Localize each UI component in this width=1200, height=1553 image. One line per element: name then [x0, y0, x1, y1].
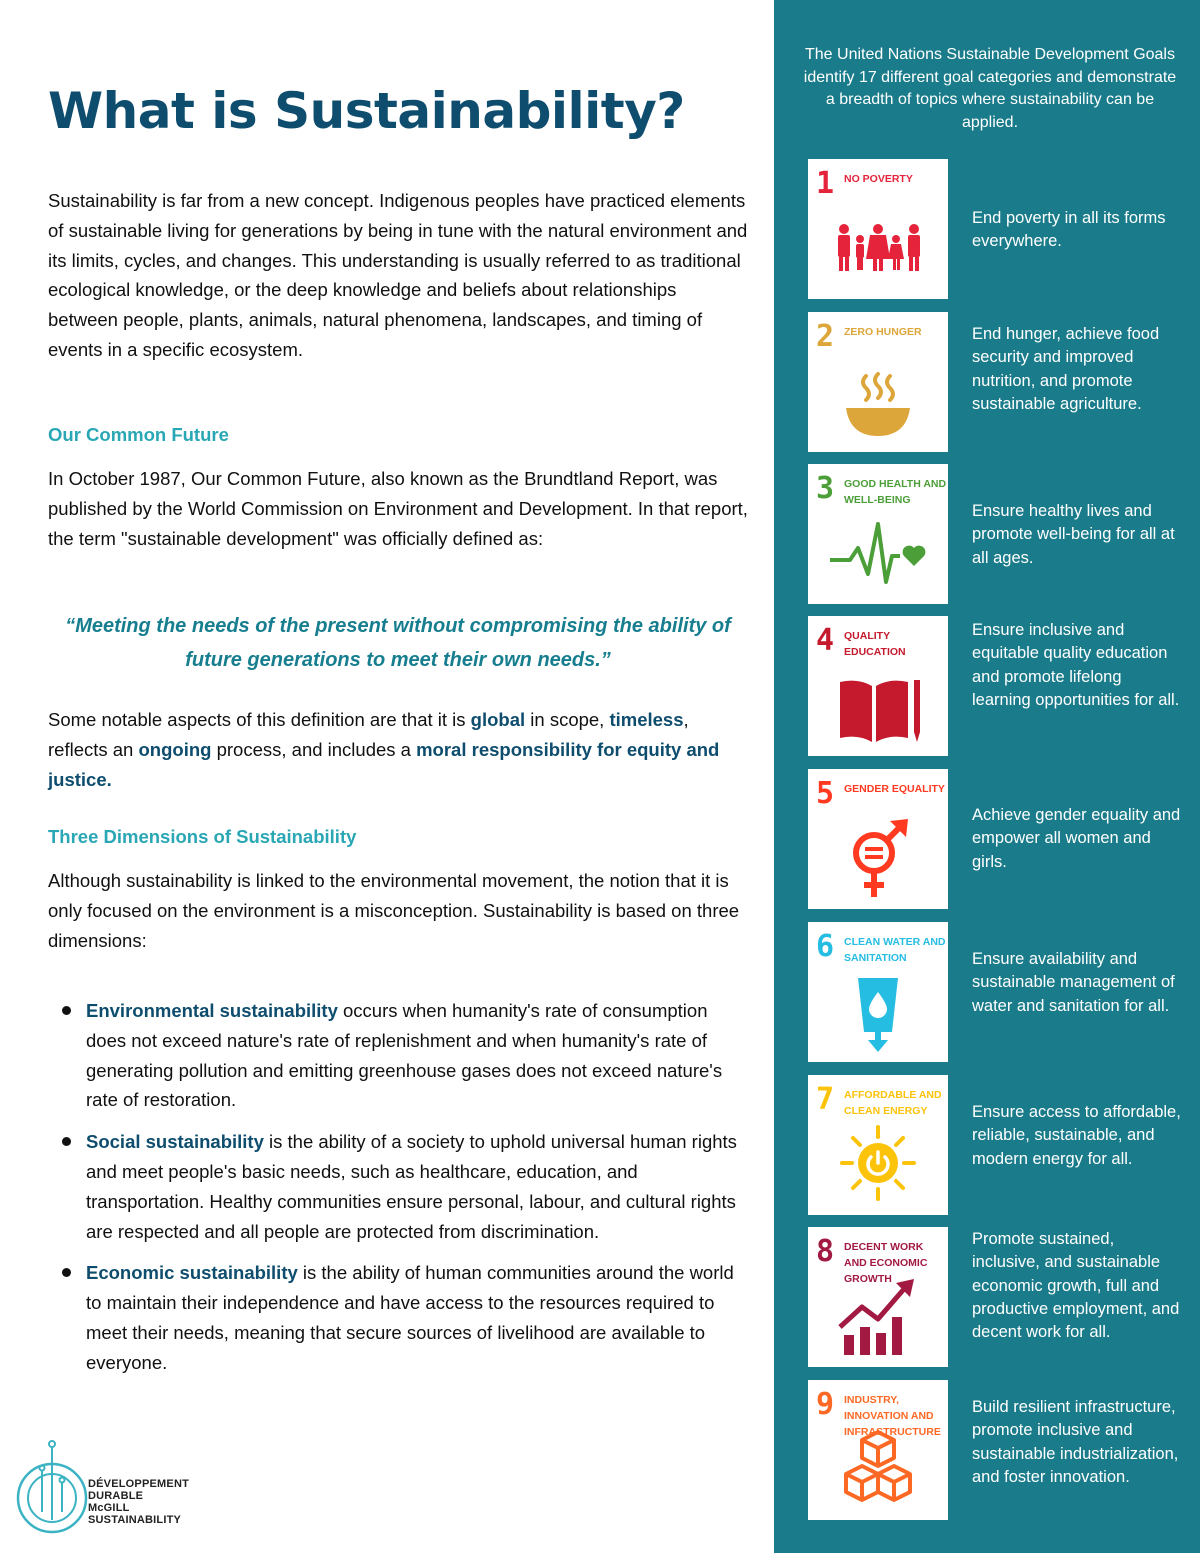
- sdg-tile-2: [808, 312, 948, 452]
- definition-quote: “Meeting the needs of the present without compromising the ability of future generations to meet their own needs.”: [65, 615, 731, 671]
- aspect-ongoing: ongoing: [138, 738, 212, 760]
- sdg-tile-8: [808, 1227, 948, 1367]
- bullet-text: occurs when humanity's rate of consumption does not exceed nature's rate of replenishment and when humanity's rate of generating pollution and emitting greenhouse gases does not exceed nature's rate of restoration.: [86, 1000, 723, 1111]
- sdg-name: CLEAN WATER AND SANITATION: [844, 936, 946, 964]
- section-heading-three-dimensions: Three Dimensions of Sustainability: [48, 826, 357, 847]
- bullet-text: is the ability of human communities around the world to maintain their independence and have access to the resources required to meet their needs, meaning that secure sources of livelihood are available to everyone.: [86, 1262, 734, 1373]
- dimensions-paragraph: Although sustainability is linked to the environmental movement, the notion that it is only focused on the environment is a misconception. Sustainability is based on three dimensions:: [48, 870, 740, 951]
- sdg-number: 3: [816, 471, 835, 506]
- sun-power-icon: [828, 1119, 928, 1207]
- logo-line: DURABLE: [88, 1490, 144, 1502]
- sdg-description-2: End hunger, achieve food security and improved nutrition, and promote sustainable agriculture.: [972, 325, 1160, 413]
- water-glass-icon: [828, 966, 928, 1054]
- sdg-number: 8: [816, 1234, 835, 1269]
- bullet-text: is the ability of a society to uphold universal human rights and meet people's basic needs, such as healthcare, education, and transportation. Healthy communities ensure personal, labour, and cultural rights are respected and all people are protected from discrimination.: [86, 1131, 737, 1242]
- aspects-text-1: Some notable aspects of this definition are that it is: [48, 709, 471, 730]
- dimensions-list: [48, 996, 748, 1390]
- sdg-name: NO POVERTY: [844, 173, 913, 185]
- sdg-number: 9: [816, 1387, 835, 1422]
- sdg-tile-3: [808, 464, 948, 604]
- aspects-paragraph: [48, 705, 748, 794]
- aspects-text-4: process, and includes a: [211, 738, 417, 760]
- intro-paragraph: Sustainability is far from a new concept. Indigenous peoples have practiced elements of sustainable living for generations by being in tune with the natural environment and its limits, cycles, and changes. This understanding is usually referred to as traditional ecological knowledge, or the deep knowledge and beliefs about relationships between people, plants, animals, natural phenomena, landscapes, and timing of events in a specific ecosystem.: [48, 190, 748, 360]
- aspects-text-2: in scope,: [525, 709, 610, 730]
- sdg-name: AFFORDABLE AND CLEAN ENERGY: [844, 1089, 942, 1117]
- gender-equality-icon: [828, 813, 928, 901]
- bullet-term: Environmental sustainability: [86, 1000, 338, 1021]
- sdg-number: 2: [816, 319, 835, 354]
- sdg-description-8: Promote sustained, inclusive, and sustainable economic growth, full and productive employment, and decent work for all.: [972, 1230, 1180, 1342]
- sdg-intro: The United Nations Sustainable Development Goals identify 17 different goal categories and demonstrate a breadth of topics where sustainability can be applied.: [803, 46, 1177, 131]
- sdg-name: GOOD HEALTH AND WELL-BEING: [844, 478, 947, 506]
- sdg-description-7: Ensure access to affordable, reliable, sustainable, and modern energy for all.: [972, 1103, 1181, 1168]
- bowl-icon: [828, 356, 928, 444]
- sdg-number: 7: [816, 1082, 835, 1117]
- logo-line: McGILL: [88, 1502, 130, 1514]
- sdg-name: GENDER EQUALITY: [844, 783, 945, 795]
- growth-chart-icon: [828, 1271, 928, 1359]
- bullet-icon: [62, 1137, 71, 1146]
- sdg-tile-1: [808, 159, 948, 299]
- bullet-icon: [62, 1006, 71, 1015]
- sdg-tile-4: [808, 616, 948, 756]
- sdg-tile-7: [808, 1075, 948, 1215]
- sdg-tile-5: [808, 769, 948, 909]
- sdg-description-9: Build resilient infrastructure, promote inclusive and sustainable industrialization, and foster innovation.: [972, 1398, 1179, 1486]
- aspect-global: global: [470, 709, 526, 730]
- sdg-name: ZERO HUNGER: [844, 326, 922, 338]
- sdg-number: 5: [816, 776, 835, 811]
- sdg-description-1: End poverty in all its forms everywhere.: [972, 209, 1166, 251]
- sdg-number: 4: [816, 623, 835, 658]
- bullet-term: Economic sustainability: [86, 1262, 298, 1284]
- sdg-tile-6: [808, 922, 948, 1062]
- sdg-name: INDUSTRY, INNOVATION AND INFRASTRUCTURE: [844, 1394, 941, 1438]
- family-icon: [828, 203, 928, 291]
- heartbeat-icon: [828, 508, 928, 596]
- sdg-tile-9: [808, 1380, 948, 1520]
- logo-line: DÉVELOPPEMENT: [88, 1478, 190, 1490]
- sdg-description-3: Ensure healthy lives and promote well-being for all at all ages.: [972, 502, 1175, 567]
- aspect-timeless: timeless: [609, 709, 684, 730]
- aspects-text-3: , reflects an: [48, 709, 689, 760]
- sdg-description-5: Achieve gender equality and empower all women and girls.: [972, 806, 1181, 871]
- logo-wordmark: [88, 1478, 189, 1526]
- book-pencil-icon: [828, 660, 928, 748]
- logo-line: SUSTAINABILITY: [88, 1514, 182, 1526]
- section-heading-our-common-future: Our Common Future: [48, 424, 229, 445]
- sdg-number: 1: [816, 166, 835, 201]
- sdg-description-6: Ensure availability and sustainable management of water and sanitation for all.: [972, 950, 1175, 1015]
- sdg-name: DECENT WORK AND ECONOMIC GROWTH: [844, 1241, 928, 1285]
- sdg-description-4: Ensure inclusive and equitable quality education and promote lifelong learning opportunities for all.: [972, 621, 1180, 709]
- bullet-term: Social sustainability: [86, 1131, 264, 1153]
- page-title: What is Sustainability?: [48, 82, 685, 140]
- list-item: [48, 996, 748, 1115]
- bullet-icon: [62, 1268, 71, 1277]
- aspect-moral-responsibility: moral responsibility for equity and justice.: [48, 738, 720, 790]
- brundtland-paragraph: In October 1987, Our Common Future, also known as the Brundtland Report, was published by the World Commission on Environment and Development. In that report, the term "sustainable development" was officially defined as:: [48, 468, 748, 549]
- sdg-name: QUALITY EDUCATION: [844, 630, 906, 658]
- list-item: [48, 1258, 748, 1377]
- cubes-icon: [828, 1424, 928, 1512]
- sdg-number: 6: [816, 929, 835, 964]
- list-item: [48, 1127, 748, 1246]
